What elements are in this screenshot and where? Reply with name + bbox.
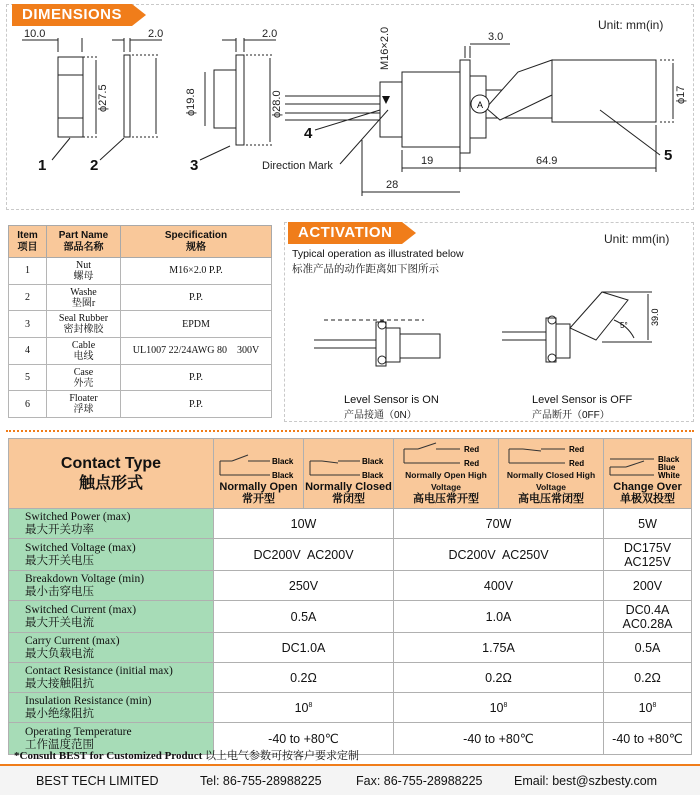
svg-text:Blue: Blue <box>658 463 676 472</box>
value-cell: DC200V AC250V <box>394 539 604 571</box>
svg-text:Black: Black <box>362 471 384 480</box>
parts-name: Cable 电线 <box>47 338 121 365</box>
footnote: *Consult BEST for Customized Product 以上电气参数可按客户要求定制 <box>14 750 359 762</box>
dim-phi275: ϕ27.5 <box>97 84 109 112</box>
value-cell: 5W <box>604 509 692 539</box>
activation-tag: ACTIVATION <box>288 222 402 244</box>
dim-2a: 2.0 <box>148 28 164 40</box>
part-number-3: 3 <box>190 157 199 174</box>
col-normally-open: Black Black Normally Open 常开型 <box>214 439 304 509</box>
value-cell: DC1.0A <box>214 633 394 663</box>
row-label: Insulation Resistance (min) 最小绝缘阻抗 <box>9 693 214 723</box>
dim-649: 64.9 <box>536 155 558 167</box>
svg-text:Red: Red <box>464 459 480 468</box>
contact-title: Contact Type 触点形式 <box>9 439 214 509</box>
parts-row <box>9 364 272 391</box>
parts-row <box>9 391 272 418</box>
sensor-on-label: Level Sensor is ON <box>344 394 439 406</box>
dim-phi280: ϕ28.0 <box>271 90 283 118</box>
parts-row <box>9 258 272 285</box>
value-cell: 0.2Ω <box>604 663 692 693</box>
dim-2b: 2.0 <box>262 28 278 40</box>
dim-phi198: ϕ19.8 <box>185 88 197 116</box>
col-change-over: Black Blue White Change Over 单极双投型 <box>604 439 692 509</box>
svg-text:Red: Red <box>569 459 585 468</box>
parts-name: Floater 浮球 <box>47 391 121 418</box>
svg-text:White: White <box>658 471 680 480</box>
footer <box>0 764 700 795</box>
activation-height: 39.0 <box>650 308 660 326</box>
col-normally-open-hv: Red Red Normally Open High Voltage 高电压常开型 <box>394 439 499 509</box>
parts-name: Washe 垫圈r <box>47 284 121 311</box>
sensor-on-cn: 产品接通（0N） <box>344 410 417 421</box>
value-cell: 200V <box>604 571 692 601</box>
svg-text:Black: Black <box>362 457 384 466</box>
value-cell: -40 to +80℃ <box>604 723 692 755</box>
row-label: Switched Current (max) 最大开关电流 <box>9 601 214 633</box>
parts-item: 5 <box>9 364 47 391</box>
parts-spec: P.P. <box>121 391 272 418</box>
value-cell: 0.2Ω <box>214 663 394 693</box>
footer-company: BEST TECH LIMITED <box>36 774 159 788</box>
footer-tel: Tel: 86-755-28988225 <box>200 774 322 788</box>
parts-item: 1 <box>9 258 47 285</box>
activation-desc-cn: 标准产品的动作距离如下图所示 <box>292 263 439 275</box>
parts-header-spec: Specification 规格 <box>121 226 272 258</box>
value-cell: 1.0A <box>394 601 604 633</box>
footer-email: Email: best@szbesty.com <box>514 774 658 788</box>
value-cell: 10W <box>214 509 394 539</box>
value-cell: -40 to +80℃ <box>214 723 394 755</box>
parts-item: 3 <box>9 311 47 338</box>
parts-table <box>8 225 272 418</box>
part-number-5: 5 <box>664 147 673 164</box>
sensor-off-label: Level Sensor is OFF <box>532 394 633 406</box>
contact-row-contact-resistance <box>9 663 692 693</box>
direction-mark-label: Direction Mark <box>262 160 333 172</box>
parts-spec: M16×2.0 P.P. <box>121 258 272 285</box>
parts-row <box>9 284 272 311</box>
svg-text:Black: Black <box>272 457 294 466</box>
contact-row-insulation-resistance <box>9 693 692 723</box>
contact-table <box>8 438 692 755</box>
part-number-4: 4 <box>304 125 313 142</box>
activation-angle: 5° <box>620 321 628 330</box>
part-number-1: 1 <box>38 157 47 174</box>
value-cell: -40 to +80℃ <box>394 723 604 755</box>
dimensions-drawing <box>0 0 700 215</box>
svg-text:Black: Black <box>272 471 294 480</box>
col-normally-closed: Black Black Normally Closed 常闭型 <box>304 439 394 509</box>
dim-10: 10.0 <box>24 28 46 40</box>
parts-spec: EPDM <box>121 311 272 338</box>
activation-unit: Unit: mm(in) <box>604 232 670 246</box>
contact-row-carry-current <box>9 633 692 663</box>
parts-spec: P.P. <box>121 284 272 311</box>
value-cell: 1.75A <box>394 633 604 663</box>
contact-row-switched-current <box>9 601 692 633</box>
value-cell: 0.2Ω <box>394 663 604 693</box>
parts-item: 6 <box>9 391 47 418</box>
parts-row <box>9 311 272 338</box>
section-divider <box>6 430 694 432</box>
contact-row-breakdown-voltage <box>9 571 692 601</box>
row-label: Switched Voltage (max) 最大开关电压 <box>9 539 214 571</box>
dim-3: 3.0 <box>488 31 504 43</box>
parts-item: 2 <box>9 284 47 311</box>
parts-header-row <box>9 226 272 258</box>
parts-spec: P.P. <box>121 364 272 391</box>
dim-m16: M16×2.0 <box>379 26 391 70</box>
value-cell: 0.5A <box>214 601 394 633</box>
direction-letter: A <box>477 100 484 110</box>
row-label: Breakdown Voltage (min) 最小击穿电压 <box>9 571 214 601</box>
value-cell: DC175V AC125V <box>604 539 692 571</box>
parts-header-name: Part Name 部品名称 <box>47 226 121 258</box>
parts-name: Nut 螺母 <box>47 258 121 285</box>
row-label: Switched Power (max) 最大开关功率 <box>9 509 214 539</box>
activation-desc-en: Typical operation as illustrated below <box>292 248 464 260</box>
row-label: Contact Resistance (initial max) 最大接触阻抗 <box>9 663 214 693</box>
part-number-2: 2 <box>90 157 99 174</box>
value-cell: DC200V AC200V <box>214 539 394 571</box>
dimensions-unit: Unit: mm(in) <box>598 18 664 32</box>
col-normally-closed-hv: Red Red Normally Closed High Voltage 高电压常闭型 <box>499 439 604 509</box>
footer-fax: Fax: 86-755-28988225 <box>356 774 483 788</box>
dim-28: 28 <box>386 179 399 191</box>
value-cell: $10^8$ <box>394 693 604 723</box>
value-cell: 0.5A <box>604 633 692 663</box>
parts-name: Seal Rubber 密封橡胶 <box>47 311 121 338</box>
dimensions-tag: DIMENSIONS <box>12 4 132 26</box>
sensor-off-cn: 产品断开（0FF） <box>532 410 610 421</box>
value-cell: 250V <box>214 571 394 601</box>
value-cell: 70W <box>394 509 604 539</box>
parts-header-item: Item 项目 <box>9 226 47 258</box>
value-cell: $10^8$ <box>214 693 394 723</box>
parts-spec: UL1007 22/24AWG 80 300V <box>121 338 272 365</box>
parts-name: Case 外壳 <box>47 364 121 391</box>
row-label: Operating Temperature 工作温度范围 <box>9 723 214 755</box>
contact-header-row <box>9 439 692 509</box>
value-cell: $10^8$ <box>604 693 692 723</box>
svg-text:Red: Red <box>569 445 585 454</box>
dim-19: 19 <box>421 155 434 167</box>
contact-row-switched-power <box>9 509 692 539</box>
parts-row <box>9 338 272 365</box>
svg-text:Red: Red <box>464 445 480 454</box>
value-cell: DC0.4A AC0.28A <box>604 601 692 633</box>
parts-item: 4 <box>9 338 47 365</box>
row-label: Carry Current (max) 最大负载电流 <box>9 633 214 663</box>
contact-row-switched-voltage <box>9 539 692 571</box>
dim-phi17: ϕ17 <box>675 85 687 104</box>
svg-text:Black: Black <box>658 455 680 464</box>
value-cell: 400V <box>394 571 604 601</box>
